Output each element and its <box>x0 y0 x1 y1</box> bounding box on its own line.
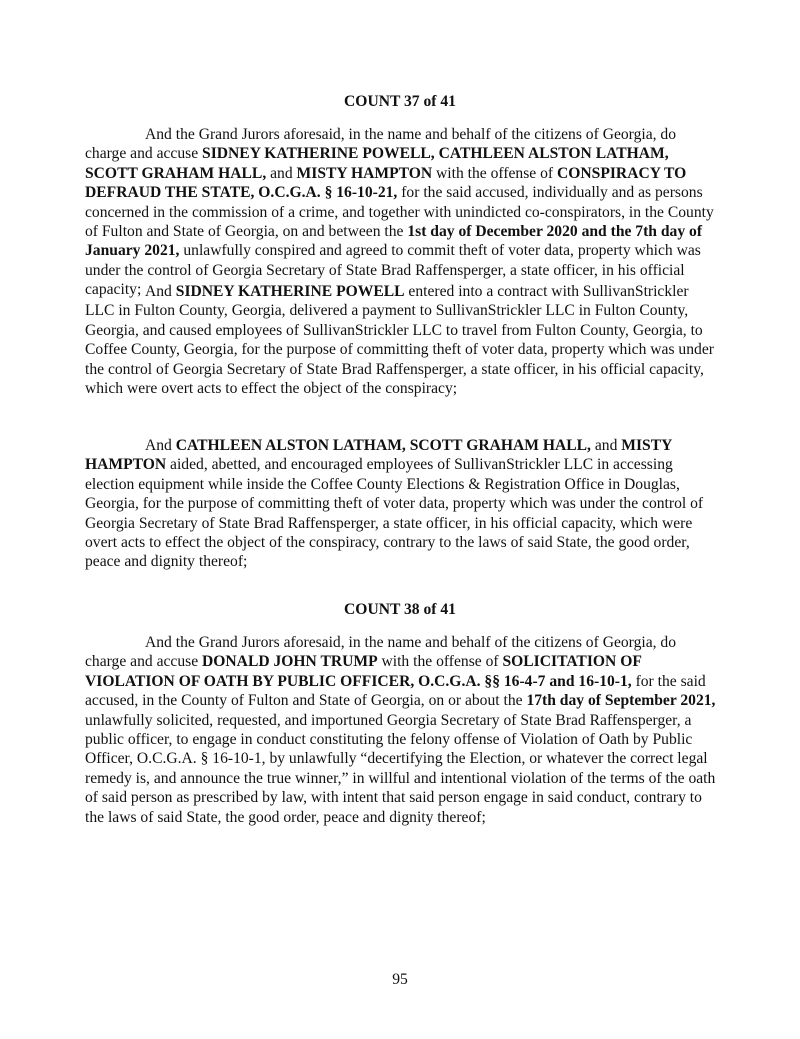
text: and <box>266 164 297 182</box>
count-37-heading: COUNT 37 of 41 <box>344 93 456 110</box>
offense: SOLICITATION OF VIOLATION OF OATH BY PUBLIC OFFICER, O.C.G.A. §§ 16-4-7 and 16-10-1, <box>85 653 642 690</box>
text: And the Grand Jurors aforesaid, in the name and behalf of the citizens of Georgia, do charge and accuse <box>85 634 677 671</box>
text: And the Grand Jurors aforesaid, in the name and behalf of the citizens of Georgia, do charge and accuse <box>85 126 677 163</box>
count-37-paragraph-3 <box>85 436 721 572</box>
text: unlawfully conspired and agreed to commit theft of voter data, property which was under the control of Georgia Secretary of State Brad Raffensperger, a state officer, in his official capacity; <box>85 242 701 299</box>
text: And <box>145 437 176 454</box>
text: unlawfully solicited, requested, and importuned Georgia Secretary of State Brad Raffensperger, a public officer, to engage in conduct constituting the felony offense of Violation of Oath by Public Officer, O.C.G.A. § 16-10-1, by unlawfully “decertifying the Election, or whatever the correct legal remedy is, and announce the true winner,” in willful and intentional violation of the terms of the oath of said person as prescribed by law, with intent that said person engage in said conduct, contrary to the laws of said State, the good order, peace and dignity thereof; <box>85 711 716 826</box>
text: with the offense of <box>432 164 558 182</box>
accused-name: SIDNEY KATHERINE POWELL <box>175 283 405 300</box>
date: 17th day of September 2021, <box>526 692 716 710</box>
date-range: 1st day of December 2020 and the 7th day of January 2021, <box>85 223 703 260</box>
count-38-heading: COUNT 38 of 41 <box>344 601 456 618</box>
text: aided, abetted, and encouraged employees of SullivanStrickler LLC in accessing election equipment while inside the Coffee County Elections & Registration Office in Douglas, Georgia, for the purpose of committing theft of voter data, property which was under the control of Georgia Secretary of State Brad Raffensperger, a state officer, in his official capacity, which were overt acts to effect the object of the conspiracy, contrary to the laws of said State, the good order, peace and dignity thereof; <box>85 456 704 571</box>
count-37-paragraph-2 <box>85 282 721 398</box>
accused-name: MISTY HAMPTON <box>85 437 672 474</box>
text: for the said accused, individually and as persons concerned in the commission of a crime, and together with unindicted co-conspirators, in the County of Fulton and State of Georgia, on and between the <box>85 184 714 241</box>
page-number: 95 <box>392 971 408 988</box>
count-38-paragraph-1 <box>85 633 721 827</box>
count-37-paragraph-1 <box>85 125 721 300</box>
text: and <box>590 437 622 454</box>
accused-name: DONALD JOHN TRUMP <box>202 653 378 671</box>
accused-names: CATHLEEN ALSTON LATHAM, SCOTT GRAHAM HALL, <box>175 437 591 454</box>
text: with the offense of <box>377 653 503 671</box>
text: entered into a contract with SullivanStrickler LLC in Fulton County, Georgia, delivered a payment to SullivanStrickler LLC in Fulton County, Georgia, and caused employees of SullivanStrickler LLC to travel from Fulton County, Georgia, to Coffee County, Georgia, for the purpose of committing theft of voter data, property which was under the control of Georgia Secretary of State Brad Raffensperger, a state officer, in his official capacity, which were overt acts to effect the object of the conspiracy; <box>85 283 714 398</box>
accused-name: MISTY HAMPTON <box>296 164 433 182</box>
offense: CONSPIRACY TO DEFRAUD THE STATE, O.C.G.A. § 16-10-21, <box>85 164 687 202</box>
accused-names: SIDNEY KATHERINE POWELL, CATHLEEN ALSTON LATHAM, SCOTT GRAHAM HALL, <box>85 145 669 182</box>
text: for the said accused, in the County of Fulton and State of Georgia, on or about the <box>85 672 706 710</box>
text: And <box>145 283 176 300</box>
